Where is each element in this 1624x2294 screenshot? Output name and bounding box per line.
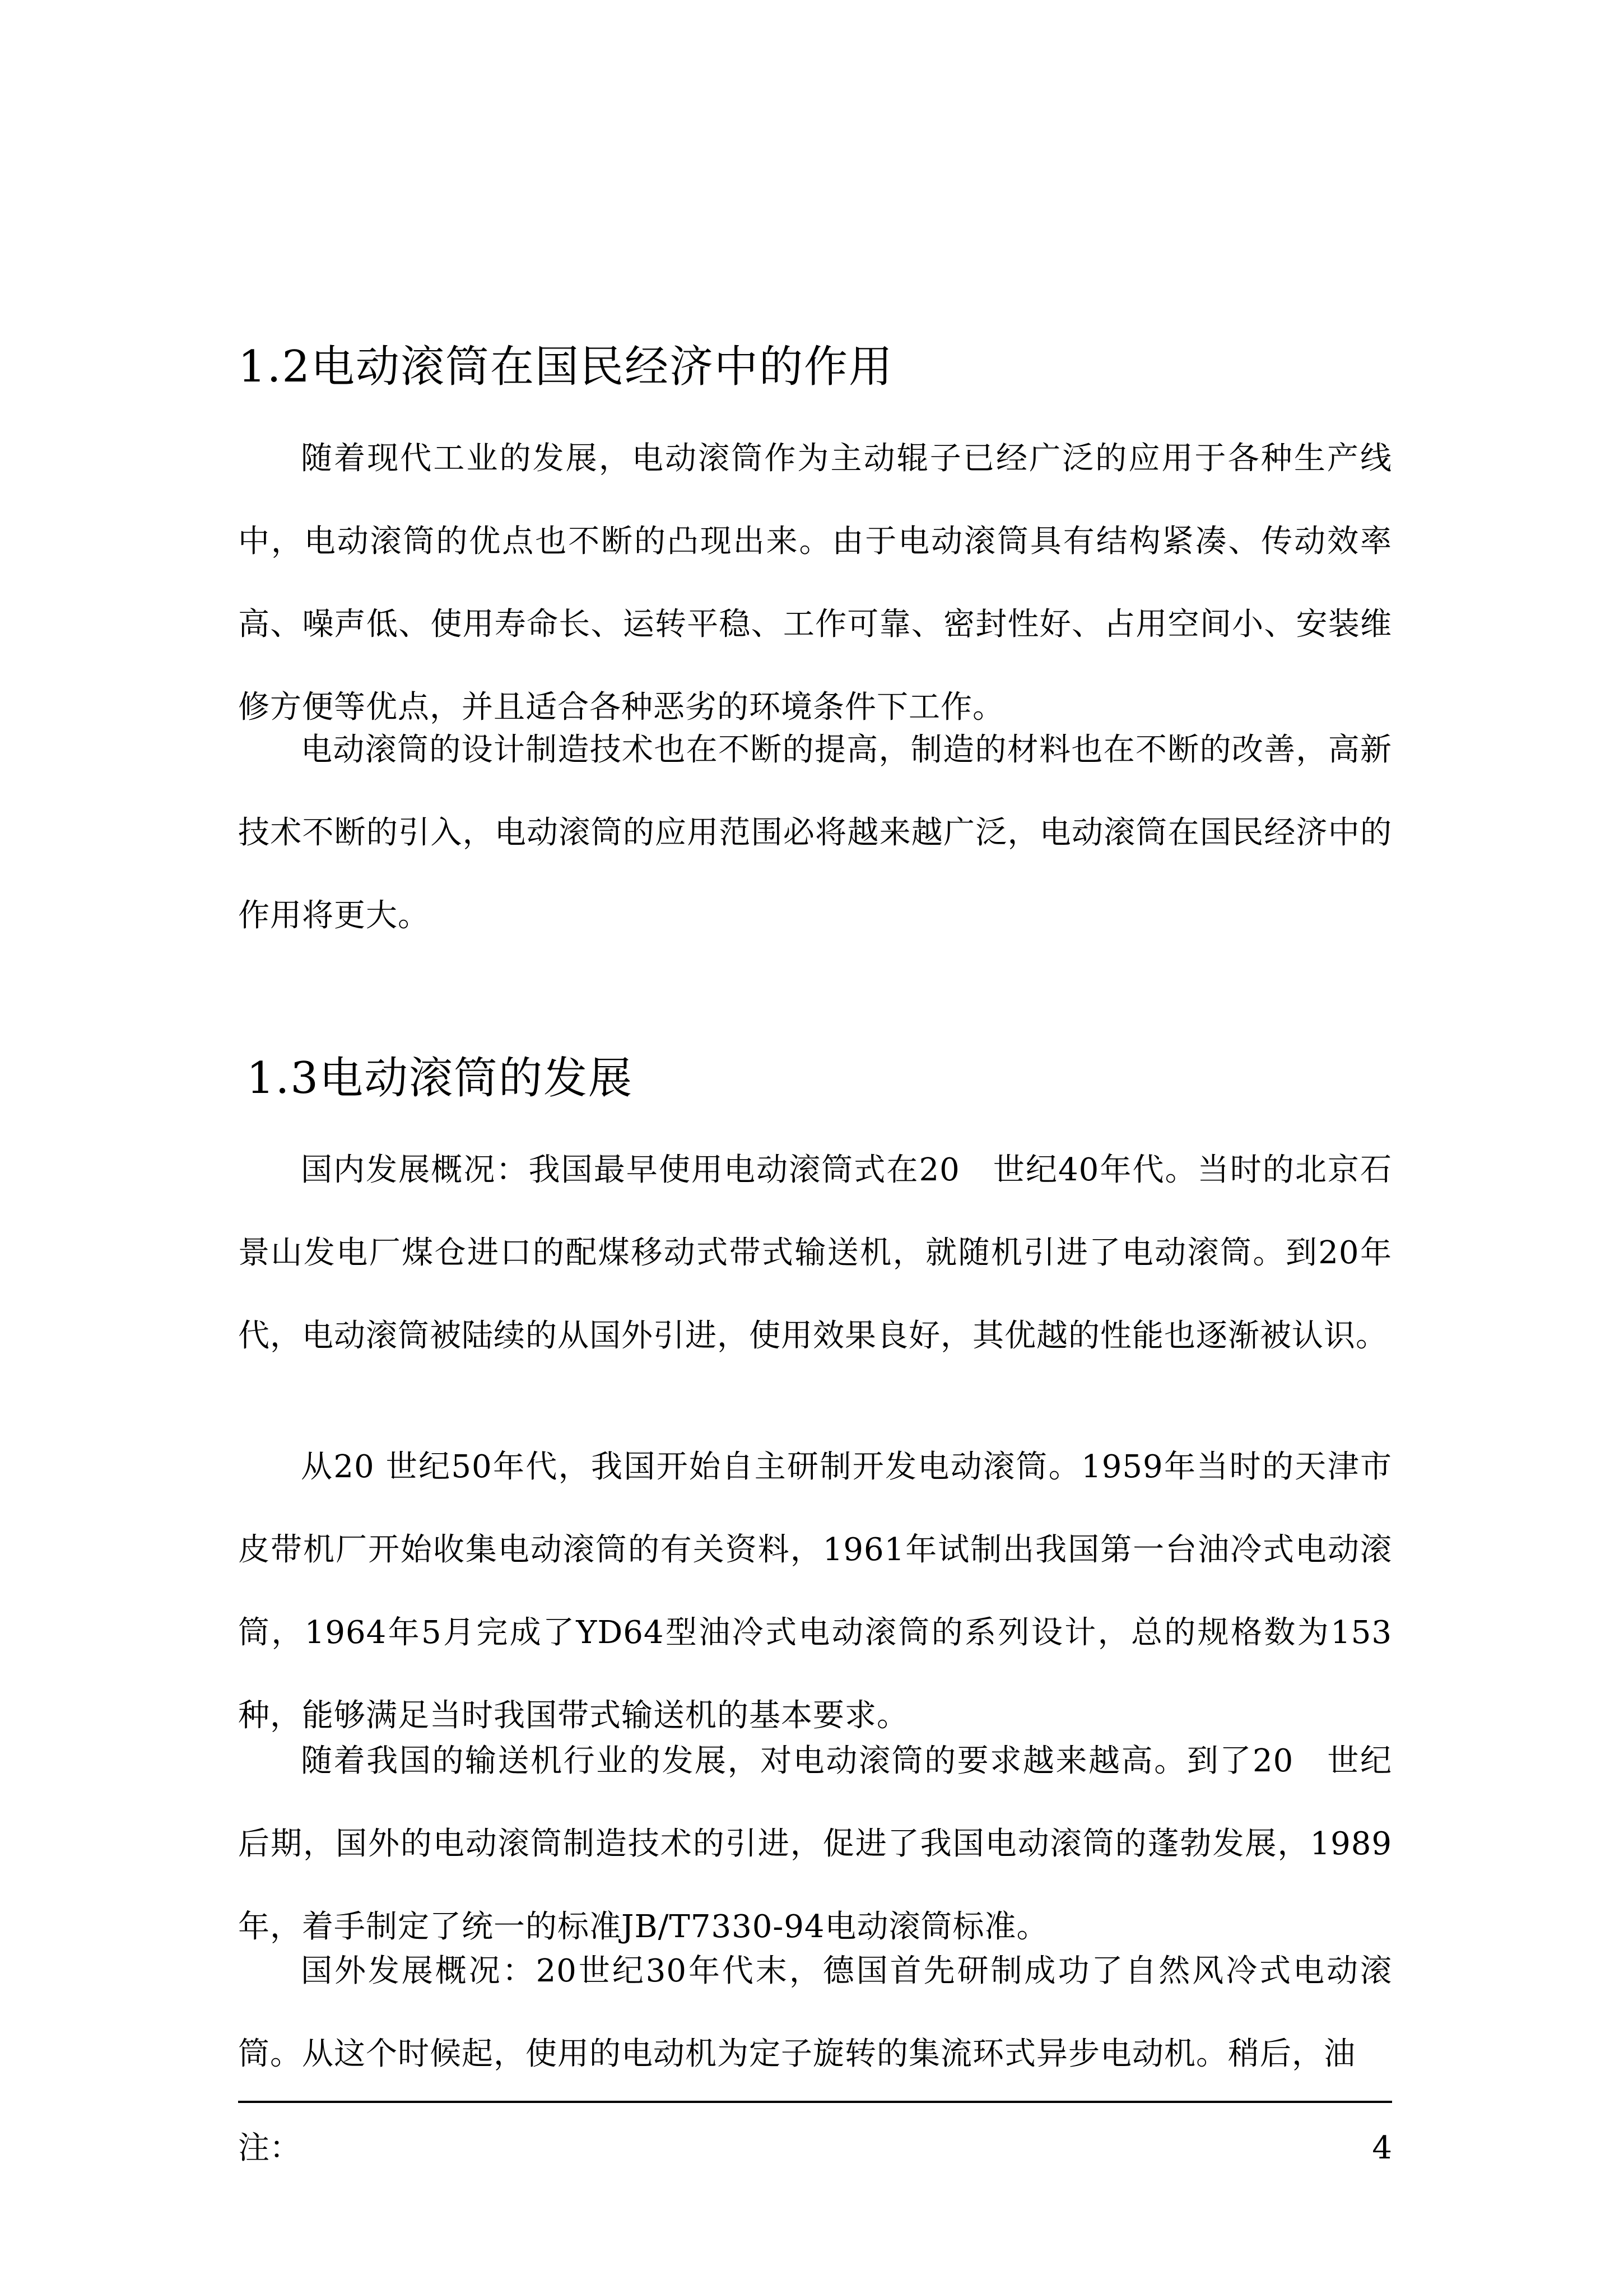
paragraph: 电动滚筒的设计制造技术也在不断的提高，制造的材料也在不断的改善，高新技术不断的引入，电动滚筒的应用范围必将越来越广泛，电动滚筒在国民经济中的作用将更大。 [238,732,1392,934]
paragraph: 随着我国的输送机行业的发展，对电动滚筒的要求越来越高。到了20 世纪后期，国外的电动滚筒制造技术的引进，促进了我国电动滚筒的蓬勃发展，1989年，着手制定了统一的标准JB/T7330-94电动滚筒标准。 [238,1743,1392,1945]
page-number: 4 [1372,2130,1392,2166]
footer-note-label: 注： [238,2130,301,2166]
paragraph: 国内发展概况：我国最早使用电动滚筒式在20 世纪40年代。当时的北京石景山发电厂煤仓进口的配煤移动式带式输送机，就随机引进了电动滚筒。到20年代，电动滚筒被陆续的从国外引进，使用效果良好，其优越的性能也逐渐被认识。 [238,1152,1392,1354]
footer-divider [238,2101,1392,2103]
section-heading-1-2: 1.2电动滚筒在国民经济中的作用 [238,342,894,392]
section-heading-1-3: 1.3电动滚筒的发展 [246,1053,634,1104]
paragraph: 随着现代工业的发展，电动滚筒作为主动辊子已经广泛的应用于各种生产线中，电动滚筒的优点也不断的凸现出来。由于电动滚筒具有结构紧凑、传动效率高、噪声低、使用寿命长、运转平稳、工作可靠、密封性好、占用空间小、安装维修方便等优点，并且适合各种恶劣的环境条件下工作。 [238,440,1392,725]
paragraph: 国外发展概况：20世纪30年代末，德国首先研制成功了自然风冷式电动滚筒。从这个时候起，使用的电动机为定子旋转的集流环式异步电动机。稍后，油 [238,1953,1392,2072]
paragraph: 从20 世纪50年代，我国开始自主研制开发电动滚筒。1959年当时的天津市皮带机厂开始收集电动滚筒的有关资料，1961年试制出我国第一台油冷式电动滚筒，1964年5月完成了YD64型油冷式电动滚筒的系列设计，总的规格数为153种，能够满足当时我国带式输送机的基本要求。 [238,1449,1392,1734]
